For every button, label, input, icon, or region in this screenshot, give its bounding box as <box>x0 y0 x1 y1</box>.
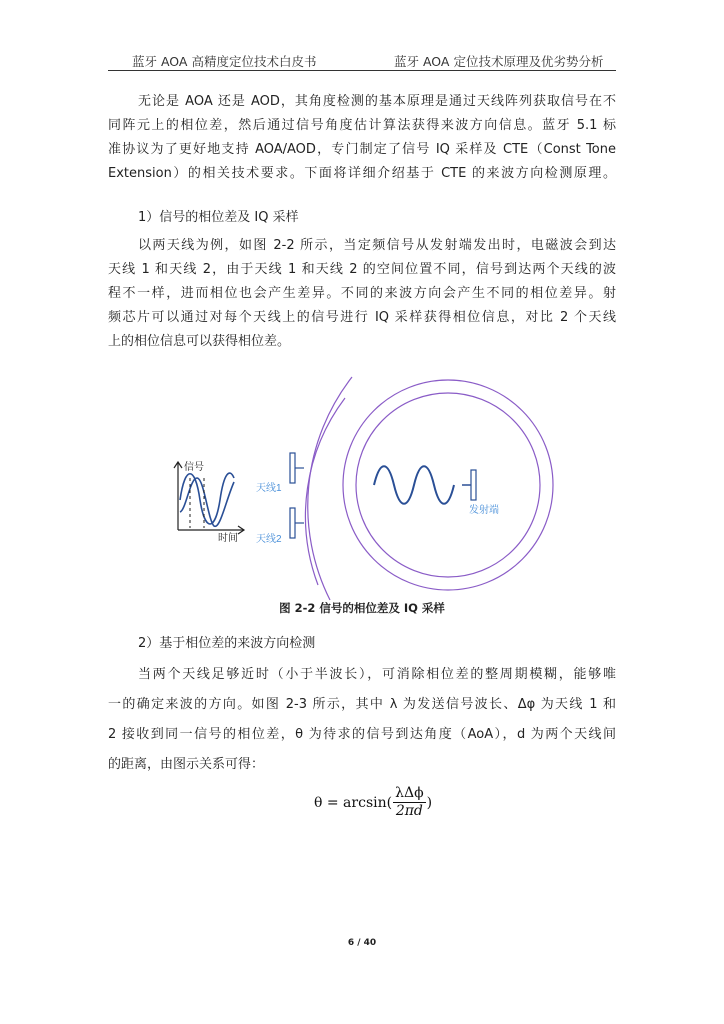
transmit-sine-wave <box>374 466 454 504</box>
text-line: 天线 1 和天线 2，由于天线 1 和天线 2 的空间位置不同，信号到达两个天线的波 <box>108 262 616 277</box>
wavefront-arc-inner <box>305 398 345 585</box>
section2-paragraph <box>108 660 616 780</box>
wavefront-circle <box>356 393 540 577</box>
text-line: 以两天线为例，如图 2-2 所示，当定频信号从发射端发出时，电磁波会到达 <box>138 238 616 253</box>
transmitter-antenna-icon <box>471 470 476 500</box>
text-line: 2 接收到同一信号的相位差，θ 为待求的信号到达角度（AoA），d 为两个天线间 <box>108 727 616 742</box>
formula-numerator: λΔϕ <box>395 785 424 801</box>
header-left-title: 蓝牙 AOA 高精度定位技术白皮书 <box>132 54 317 69</box>
antenna1-signal-wave <box>180 473 234 524</box>
section2-heading: 2）基于相位差的来波方向检测 <box>138 636 316 651</box>
text-line: 准协议为了更好地支持 AOA/AOD，专门制定了信号 IQ 采样及 CTE（Const Tone <box>108 142 616 157</box>
wavefront-arc-outer <box>308 377 352 600</box>
transmitter-label: 发射端 <box>469 505 499 516</box>
antenna2-icon <box>290 508 304 538</box>
text-line: Extension）的相关技术要求。下面将详细介绍基于 CTE 的来波方向检测原理。 <box>108 166 616 181</box>
antenna1-label: 天线1 <box>256 483 282 494</box>
header-right-title: 蓝牙 AOA 定位技术原理及优劣势分析 <box>394 54 604 69</box>
text-line: 频芯片可以通过对每个天线上的信号进行 IQ 采样获得相位信息，对比 2 个天线 <box>108 310 616 325</box>
antenna1-icon <box>290 453 304 483</box>
page-number: 6 / 40 <box>347 938 377 948</box>
formula-lhs: θ = arcsin( <box>314 794 393 811</box>
signal-axis-label: 信号 <box>184 462 204 473</box>
antenna2-label: 天线2 <box>256 534 282 545</box>
text-line: 同阵元上的相位差，然后通过信号角度估计算法获得来波方向信息。蓝牙 5.1 标 <box>108 118 616 133</box>
text-line: 上的相位信息可以获得相位差。 <box>108 334 291 349</box>
aoa-formula <box>314 785 432 820</box>
formula-denominator: 2πd <box>395 803 423 819</box>
text-line: 当两个天线足够近时（小于半波长），可消除相位差的整周期模糊，能够唯 <box>138 667 616 682</box>
section1-heading: 1）信号的相位差及 IQ 采样 <box>138 210 299 225</box>
figure-caption: 图 2-2 信号的相位差及 IQ 采样 <box>279 601 445 615</box>
text-line: 的距离，由图示关系可得： <box>108 757 265 772</box>
time-axis-label: 时间 <box>218 533 238 544</box>
formula-rhs: ) <box>426 794 433 811</box>
text-line: 一的确定来波的方向。如图 2-3 所示，其中 λ 为发送信号波长、Δφ 为天线 1 和 <box>108 697 616 712</box>
text-line: 无论是 AOA 还是 AOD，其角度检测的基本原理是通过天线阵列获取信号在不 <box>138 94 616 109</box>
text-line: 程不一样，进而相位也会产生差异。不同的来波方向会产生不同的相位差异。射 <box>108 286 616 301</box>
formula-fraction <box>393 785 426 820</box>
antenna2-signal-wave <box>180 478 234 526</box>
